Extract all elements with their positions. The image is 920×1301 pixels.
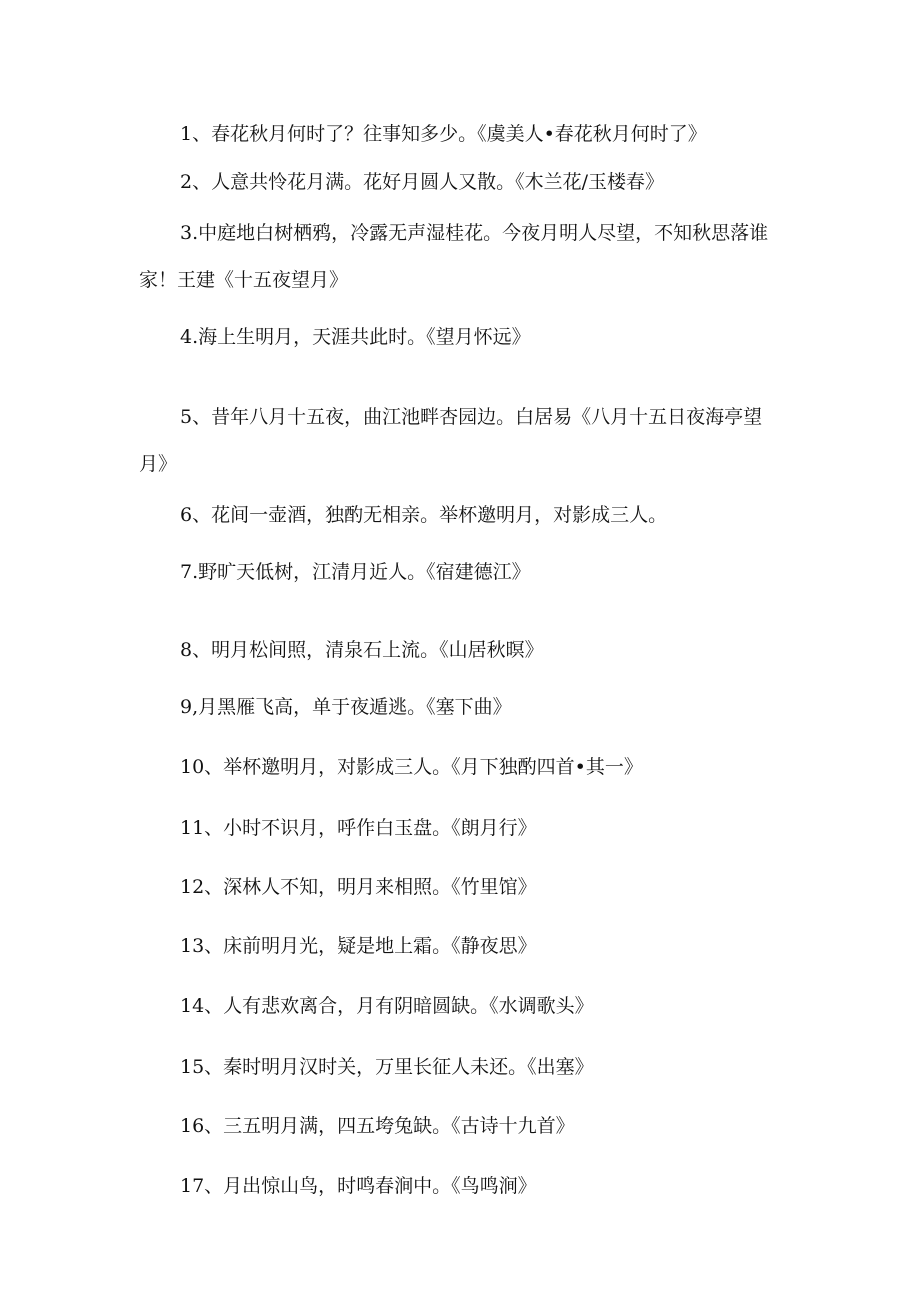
poem-line-1: 1、春花秋月何时了？往事知多少。《虞美人•春花秋月何时了》 xyxy=(180,123,707,145)
poem-line-13: 13、床前明月光，疑是地上霜。《静夜思》 xyxy=(180,935,537,957)
poem-line-6: 6、花间一壶酒，独酌无相亲。举杯邀明月，对影成三人。 xyxy=(180,504,668,526)
poem-line-15: 15、秦时明月汉时关，万里长征人未还。《出塞》 xyxy=(180,1056,594,1078)
poem-line-12: 12、深林人不知，明月来相照。《竹里馆》 xyxy=(180,876,537,898)
poem-line-3: 3.中庭地白树栖鸦，冷露无声湿桂花。今夜月明人尽望，不知秋思落谁家！王建《十五夜望月》 xyxy=(139,222,769,291)
poem-line-8: 8、明月松间照，清泉石上流。《山居秋暝》 xyxy=(180,639,544,661)
poem-line-14: 14、人有悲欢离合，月有阴暗圆缺。《水调歌头》 xyxy=(180,995,594,1017)
poem-line-7: 7.野旷天低树，江清月近人。《宿建德江》 xyxy=(180,561,531,583)
poem-line-10: 10、举杯邀明月，对影成三人。《月下独酌四首•其一》 xyxy=(180,756,643,778)
poem-line-17: 17、月出惊山鸟，时鸣春涧中。《鸟鸣涧》 xyxy=(180,1175,537,1197)
poem-line-16: 16、三五明月满，四五垮兔缺。《古诗十九首》 xyxy=(180,1115,575,1137)
poem-line-9: 9,月黑雁飞高，单于夜遁逃。《塞下曲》 xyxy=(180,696,512,718)
poem-line-11: 11、小时不识月，呼作白玉盘。《朗月行》 xyxy=(180,817,537,839)
poem-line-2: 2、人意共怜花月满。花好月圆人又散。《木兰花/玉楼春》 xyxy=(180,171,664,193)
poem-line-5: 5、昔年八月十五夜，曲江池畔杏园边。白居易《八月十五日夜海亭望月》 xyxy=(139,406,763,475)
poem-line-4: 4.海上生明月，天涯共此时。《望月怀远》 xyxy=(180,326,531,348)
